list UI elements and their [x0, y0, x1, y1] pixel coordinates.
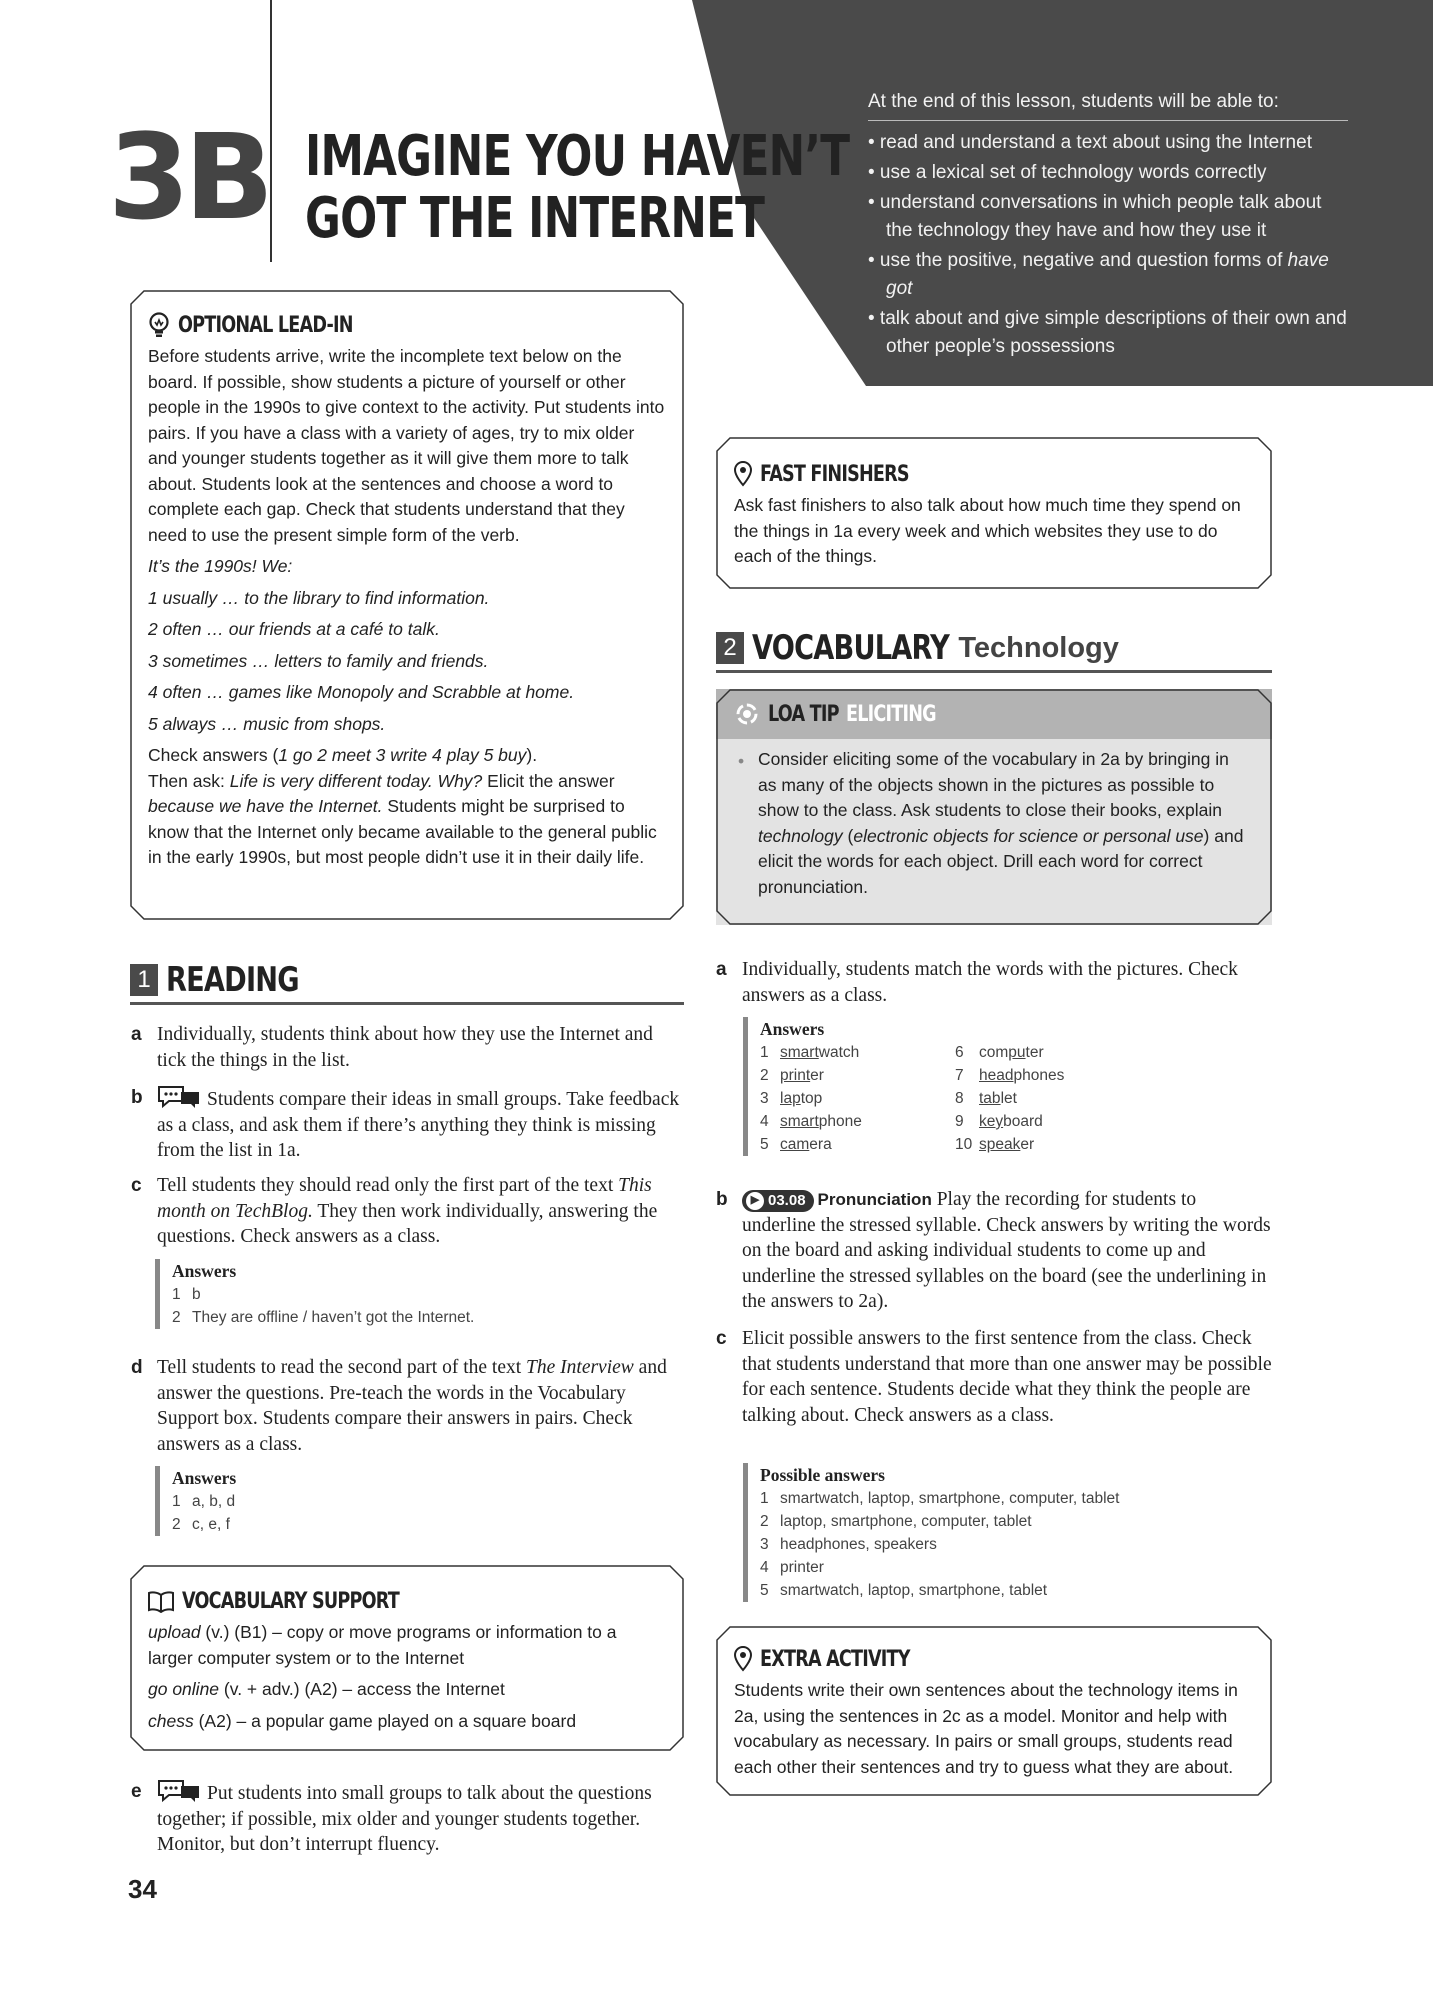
lead-in-gap-sentence: 3 sometimes … letters to family and friends. [148, 650, 489, 671]
loa-tip-box [716, 689, 1272, 925]
speech-bubbles-icon [157, 1779, 201, 1803]
answer-line: 4 printer [760, 1559, 824, 1576]
section-1-number: 1 [130, 964, 158, 996]
answer-line: 3 headphones, speakers [760, 1536, 937, 1553]
lead-in-text [148, 344, 666, 871]
answers-column [760, 1041, 955, 1156]
answer-line: 2 They are offline / haven’t got the Internet. [172, 1309, 475, 1326]
location-pin-icon [734, 461, 752, 487]
reading-item-e: e Put students into small groups to talk about the questions together; if possible, mix older and younger students together. Monitor, but don’t interrupt fluency. [131, 1781, 652, 1855]
speech-bubbles-icon [157, 1085, 201, 1109]
title-line-2: GOT THE INTERNET [305, 186, 765, 251]
title-divider [270, 0, 272, 262]
objective-item: • read and understand a text about using the Internet [868, 132, 1312, 153]
answer-line: 2 laptop, smartphone, computer, tablet [760, 1513, 1032, 1530]
answers-heading: Answers [172, 1261, 237, 1281]
vocabulary-item-a: a Individually, students match the words with the pictures. Check answers as a class. [716, 959, 1238, 1006]
answer-word: 5 camera [760, 1136, 832, 1153]
answer-word: 10 speaker [955, 1136, 1035, 1153]
vocabulary-item-c: c Elicit possible answers to the first sentence from the class. Check that students understand that more than one answer may be possible for each sentence. Students decide what they think the people are talking about. Check answers as a class. [716, 1328, 1272, 1426]
answer-line: 2 c, e, f [172, 1516, 230, 1533]
lead-in-paragraph: Before students arrive, write the incomplete text below on the board. If possible, show students a picture of yourself or other people in the 1990s to give context to the activity. Put students into pairs. If you have a class with a variety of ages, try to mix older and younger students together as it will give them more to talk about. Students look at the sentences and choose a word to complete each gap. Check that students understand that they need to use the present simple form of the verb. [148, 346, 665, 545]
lead-in-gap-sentence: 1 usually … to the library to find information. [148, 587, 490, 608]
reading-item-d: d Tell students to read the second part of the text The Interview and answer the questions. Pre-teach the words in the Vocabulary Support box. Students compare their answers in pairs. Check answers as a class. [131, 1357, 667, 1455]
answer-word: 6 computer [955, 1044, 1044, 1061]
answer-line: 1 b [172, 1286, 201, 1303]
lead-in-check-answers: Check answers (1 go 2 meet 3 write 4 play 5 buy). [148, 745, 538, 765]
lesson-code: 3B [108, 108, 269, 246]
section-2-rule [716, 670, 1272, 673]
lesson-objectives [868, 88, 1348, 363]
lead-in-gap-sentence: 2 often … our friends at a café to talk. [148, 619, 440, 639]
vocabulary-c-answers [743, 1463, 1240, 1602]
box-frame [716, 689, 1272, 925]
section-2-subtitle: Technology [958, 631, 1119, 664]
lead-in-gap-sentence: 4 often … games like Monopoly and Scrabble at home. [148, 682, 575, 702]
answer-word: 7 headphones [955, 1067, 1065, 1084]
audio-track-badge[interactable]: ▶ 03.08 [742, 1190, 814, 1212]
vocabulary-support-entries [148, 1620, 666, 1734]
location-pin-icon [734, 1646, 752, 1672]
answers-heading: Answers [760, 1019, 825, 1039]
lead-in-gap-sentence: 5 always … music from shops. [148, 713, 386, 734]
section-2-heading [716, 628, 1119, 668]
objective-item: • use a lexical set of technology words correctly [868, 162, 1267, 183]
extra-activity-heading: EXTRA ACTIVITY [734, 1646, 1254, 1672]
pronunciation-label: Pronunciation [817, 1190, 932, 1209]
optional-lead-in-box [130, 290, 684, 920]
reading-item-a: a Individually, students think about how they use the Internet and tick the things in the list. [131, 1024, 653, 1071]
vocabulary-a-answers [743, 1017, 1180, 1156]
fast-finishers-text: Ask fast finishers to also talk about how much time they spend on the things in 1a every week and which websites they use to do each of the things. [734, 495, 1241, 566]
lightbulb-icon [148, 312, 170, 338]
loa-tip-label-2: ELICITING [846, 701, 937, 727]
page-title [305, 126, 849, 250]
vocabulary-item-b: b ▶ 03.08 Pronunciation Play the recording for students to underline the stressed syllable. Check answers by writing the words on the board and asking individual students to come up and underline the stressed syllables on the board (see the underlining in the answers to 2a). [716, 1189, 1271, 1312]
vocab-entry: upload (v.) (B1) – copy or move programs or information to a larger computer system or to the Internet [148, 1622, 617, 1668]
objectives-intro: At the end of this lesson, students will be able to: [868, 88, 1348, 121]
reading-d-answers [155, 1466, 472, 1536]
reading-c-answers [155, 1259, 672, 1329]
page-number: 34 [128, 1874, 157, 1904]
answer-line: 1 a, b, d [172, 1493, 236, 1510]
loa-tip-text: • Consider eliciting some of the vocabulary in 2a by bringing in as many of the objects shown in the pictures as possible to show to the class. Ask students to close their books, explain technology (electronic objects for science or personal use) and elicit the words for each object. Drill each word for correct pronunciation. [738, 749, 1244, 897]
fast-finishers-heading: FAST FINISHERS [734, 461, 1254, 487]
answers-column [955, 1041, 1064, 1156]
answers-heading: Answers [172, 1468, 237, 1488]
answers-heading: Possible answers [760, 1465, 885, 1485]
extra-activity-text: Students write their own sentences about the technology items in 2a, using the sentences in 2c as a model. Monitor and help with vocabulary as necessary. In pairs or small groups, students read each other their sentences and try to guess what they are about. [734, 1680, 1238, 1777]
lead-in-then-ask: Then ask: Life is very different today. Why? Elicit the answer because we have the Internet. Students might be surprised to know that the Internet only became available to the general public in the early 1990s, but most people didn’t use it in their daily life. [148, 770, 657, 867]
objective-item: • understand conversations in which people talk about the technology they have and how they use it [868, 192, 1322, 241]
open-book-icon [148, 1591, 174, 1613]
section-1-title: READING [166, 960, 299, 1000]
vocabulary-support-heading: VOCABULARY SUPPORT [148, 1589, 666, 1614]
reading-item-b: b Students compare their ideas in small groups. Take feedback as a class, and ask them if there’s anything they think is missing from the list in 1a. [131, 1087, 680, 1161]
objective-item: • use the positive, negative and question forms of have got [868, 250, 1329, 299]
vocab-entry: go online (v. + adv.) (A2) – access the Internet [148, 1679, 505, 1699]
section-1-heading [130, 960, 332, 1000]
lead-in-heading: OPTIONAL LEAD-IN [148, 312, 666, 338]
vocab-entry: chess (A2) – a popular game played on a square board [148, 1710, 577, 1731]
reading-item-c: c Tell students they should read only the first part of the text This month on TechBlog. They then work individually, answering the questions. Check answers as a class. [131, 1175, 658, 1247]
extra-activity-box [716, 1626, 1272, 1796]
title-line-1: IMAGINE YOU HAVEN’T [305, 124, 850, 189]
answer-word: 4 smartphone [760, 1113, 862, 1130]
section-2-number: 2 [716, 632, 744, 664]
answer-word: 9 keyboard [955, 1113, 1043, 1130]
fast-finishers-box [716, 437, 1272, 589]
answer-word: 8 tablet [955, 1090, 1017, 1107]
objective-item-italic: have got [886, 250, 1329, 299]
section-2-title: VOCABULARY [752, 628, 950, 668]
lead-in-prompt: It’s the 1990s! We: [148, 556, 293, 576]
answer-word: 2 printer [760, 1067, 824, 1084]
answer-line: 1 smartwatch, laptop, smartphone, computer, tablet [760, 1490, 1120, 1507]
answer-word: 3 laptop [760, 1090, 823, 1107]
answer-word: 1 smartwatch [760, 1044, 860, 1061]
objective-item: • talk about and give simple descriptions of their own and other people’s possessions [868, 308, 1347, 357]
answer-line: 5 smartwatch, laptop, smartphone, tablet [760, 1582, 1048, 1599]
vocabulary-support-box [130, 1565, 684, 1751]
play-icon[interactable]: ▶ [746, 1192, 764, 1210]
section-1-rule [130, 1002, 684, 1005]
loa-tip-label: LOA TIP [768, 701, 839, 727]
